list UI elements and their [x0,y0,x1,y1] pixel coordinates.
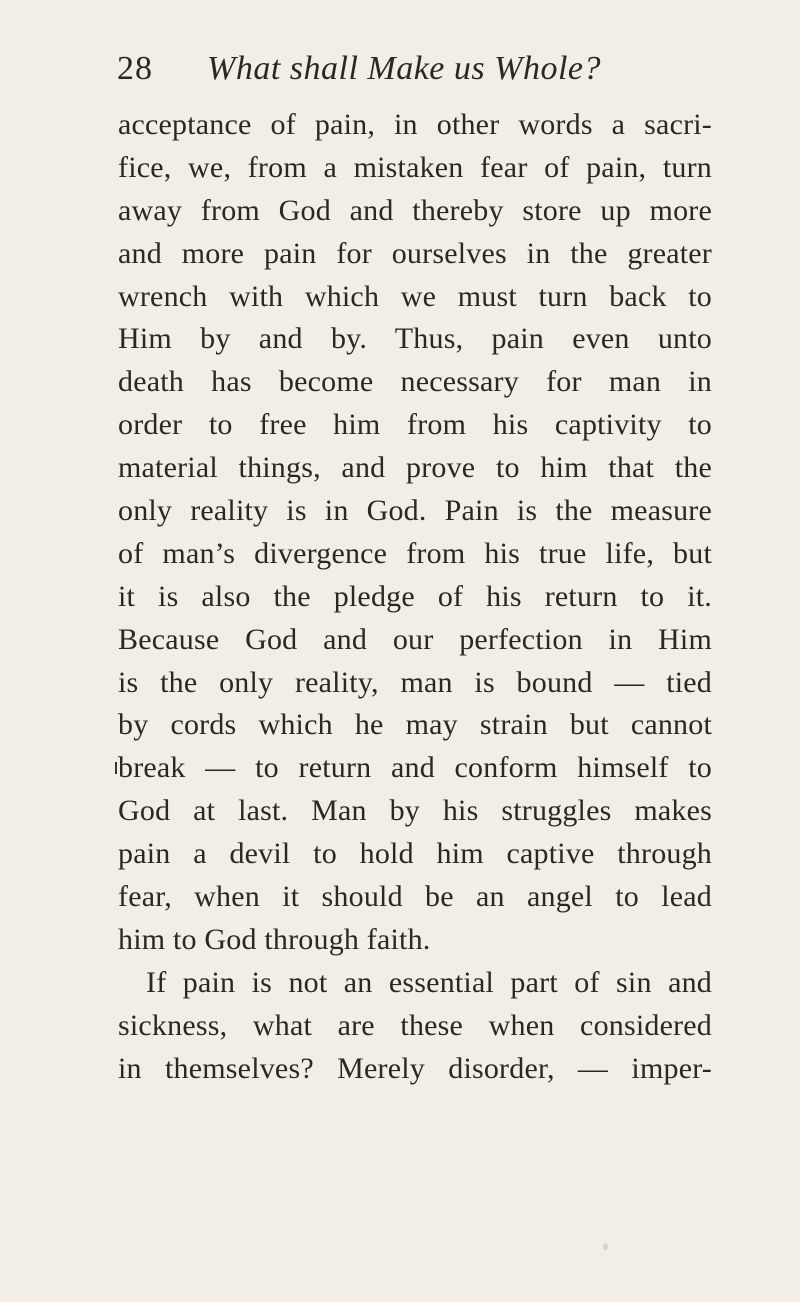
text-line: material things, and prove to him that the [118,451,712,485]
text-line: order to free him from his captivity to [118,408,712,442]
text-line: Him by and by. Thus, pain even unto [118,322,712,356]
text-line: fear, when it should be an angel to lead [118,880,712,914]
text-line: of man’s divergence from his true life, but [118,536,712,570]
text-line: it is also the pledge of his return to it. [118,579,712,613]
text-line: sickness, what are these when considered [118,1008,712,1042]
text-line: in themselves? Merely disorder, — imper- [118,1051,712,1085]
text-line: is the only reality, man is bound — tied [118,665,712,699]
text-line: and more pain for ourselves in the greater [118,236,712,270]
page-number: 28 [117,50,153,87]
text-line: pain a devil to hold him captive through [118,837,712,871]
text-line: by cords which he may strain but cannot [118,708,712,742]
paragraph-end-line: him to God through faith. [118,922,431,956]
paper-speck [603,1243,608,1250]
body-text [118,104,712,1090]
text-line: away from God and thereby store up more [118,193,712,227]
printing-mark [115,762,117,774]
text-line: Because God and our perfection in Him [118,622,712,656]
text-line: fice, we, from a mistaken fear of pain, turn [118,150,712,184]
text-line: wrench with which we must turn back to [118,279,712,313]
paragraph-start-line: If pain is not an essential part of sin and [146,965,712,999]
running-head [117,44,717,94]
running-title: What shall Make us Whole? [207,50,601,87]
text-line: only reality is in God. Pain is the measure [118,494,712,528]
text-line: death has become necessary for man in [118,365,712,399]
text-line: God at last. Man by his struggles makes [118,794,712,828]
text-line: break — to return and conform himself to [118,751,712,785]
text-line: acceptance of pain, in other words a sacri- [118,108,712,141]
